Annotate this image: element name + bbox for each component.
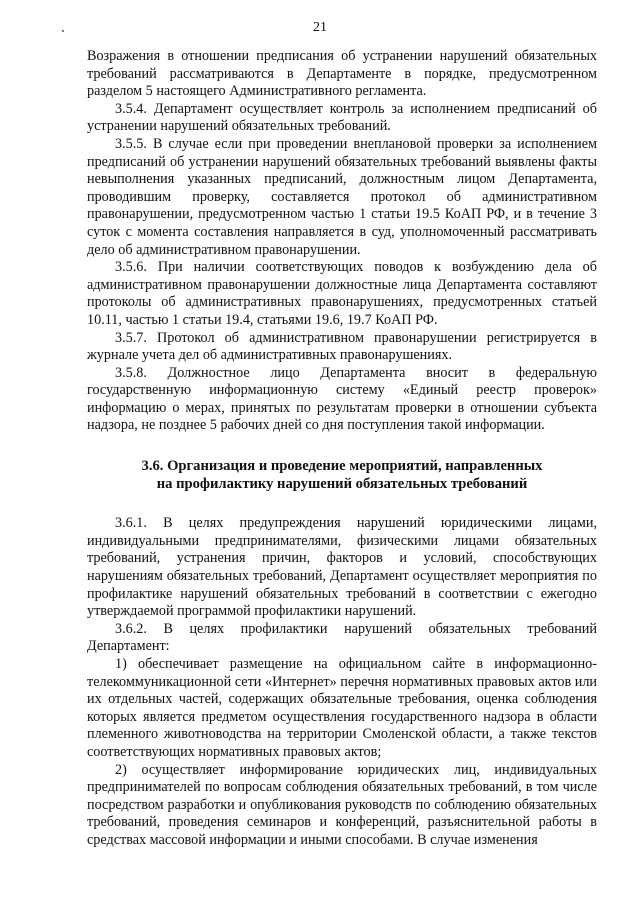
paragraph-p354: 3.5.4. Департамент осуществляет контроль за исполнением предписаний об устранении нарушений обязательных требований.	[87, 100, 597, 135]
section-heading-line-2: на профилактику нарушений обязательных требований	[156, 475, 528, 492]
section-heading-line-1: 3.6. Организация и проведение мероприятий, направленных	[141, 458, 543, 475]
paragraph-p357: 3.5.7. Протокол об административном правонарушении регистрируется в журнале учета дел об административных правонарушениях.	[87, 329, 597, 364]
paragraph-p361: 3.6.1. В целях предупреждения нарушений юридическими лицами, индивидуальными предпринимателями, физическими лицами обязательных требований, устранения причин, факторов и условий, способствующих нарушениям обязательных требований, Департамент осуществляет мероприятия по профилактике нарушений обязательных требований в соответствии с ежегодно утверждаемой программой профилактики нарушений.	[87, 515, 597, 620]
paragraph-p358: 3.5.8. Должностное лицо Департамента вносит в федеральную государственную информационную систему «Единый реестр проверок» информацию о мерах, принятых по результатам проверки в отношении субъекта надзора, не позднее 5 рабочих дней со дня поступления такой информации.	[87, 364, 597, 434]
scan-speck	[62, 30, 64, 32]
document-body	[87, 48, 597, 850]
section-heading-3-6	[87, 458, 597, 493]
paragraphs-section-3-6	[87, 515, 597, 849]
paragraph-p0: Возражения в отношении предписания об устранении нарушений обязательных требований рассматриваются в Департаменте в порядке, предусмотренном разделом 5 настоящего Административного регламента.	[87, 48, 597, 100]
paragraph-p362: 3.6.2. В целях профилактики нарушений обязательных требований Департамент:	[87, 620, 597, 655]
paragraphs-section-3-5	[87, 48, 597, 435]
paragraph-p356: 3.5.6. При наличии соответствующих поводов к возбуждению дела об административном правонарушении должностные лица Департамента составляют протоколы об административных правонарушениях, предусмотренных статьей 10.11, частью 1 статьи 19.4, статьями 19.6, 19.7 КоАП РФ.	[87, 259, 597, 328]
page-number: 21	[313, 20, 327, 35]
paragraph-p355: 3.5.5. В случае если при проведении внеплановой проверки за исполнением предписаний об устранении нарушений обязательных требований выявлены факты невыполнения указанных предписаний, должностным лицом Департамента, проводившим проверку, составляется протокол об административном правонарушении, предусмотренном частью 1 статьи 19.5 КоАП РФ, и в течение 3 суток с момента составления направляется в суд, уполномоченный рассматривать дело об административном правонарушении.	[87, 135, 597, 258]
paragraph-p362_2: 2) осуществляет информирование юридических лиц, индивидуальных предпринимателей по вопросам соблюдения обязательных требований, в том числе посредством разработки и опубликования руководств по соблюдению обязательных требований, проведения семинаров и конференций, разъяснительной работы в средствах массовой информации и иными способами. В случае изменения	[87, 761, 597, 848]
paragraph-p362_1: 1) обеспечивает размещение на официальном сайте в информационно-телекоммуникационной сети «Интернет» перечня нормативных правовых актов или их отдельных частей, содержащих обязательные требования, оценка соблюдения которых является предметом осуществления государственного надзора в области племенного животноводства на территории Смоленской области, а также текстов соответствующих нормативных правовых актов;	[87, 656, 597, 760]
